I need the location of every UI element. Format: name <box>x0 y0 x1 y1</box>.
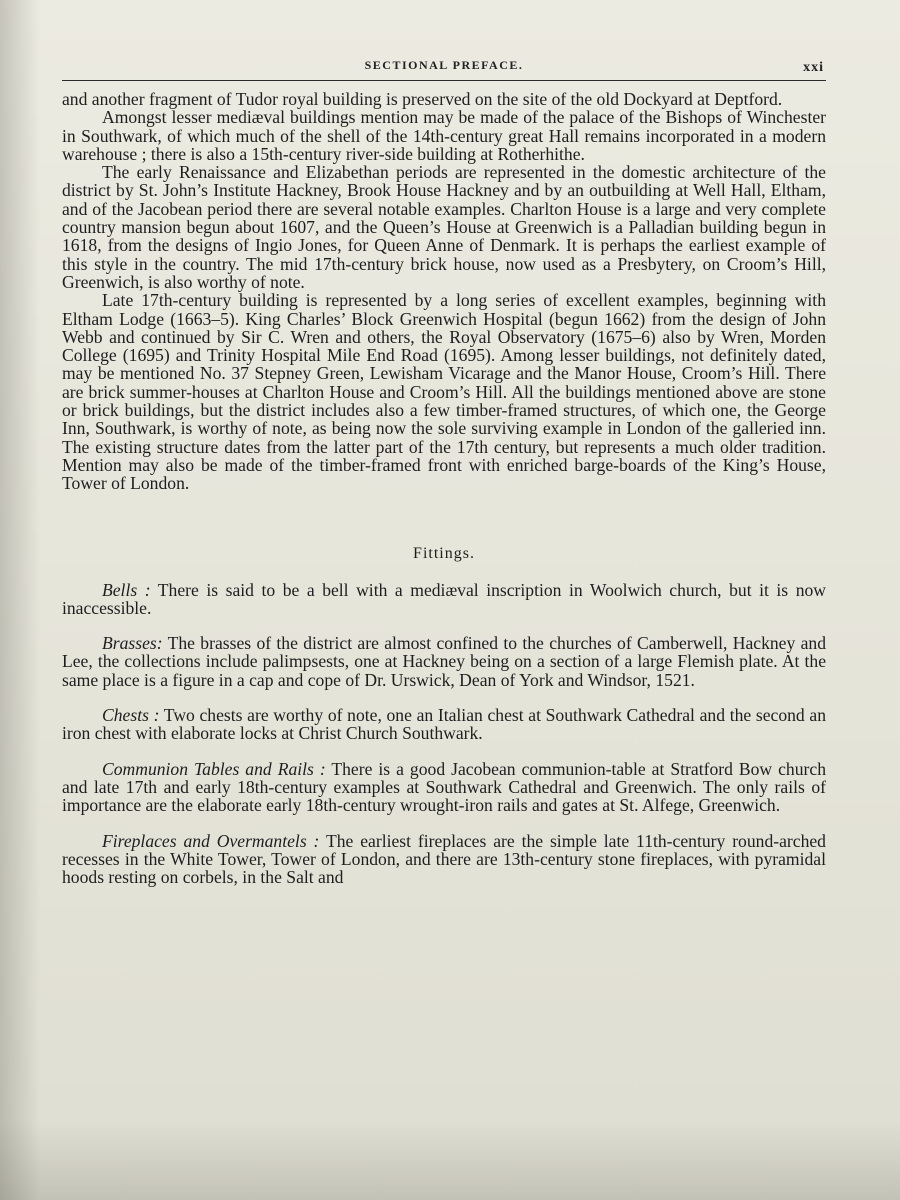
section-heading-fittings: Fittings. <box>413 544 475 562</box>
paragraph-tudor-continuation: and another fragment of Tudor royal building is preserved on the site of the old Dockyard at Deptford. <box>62 89 783 109</box>
section-spacer <box>62 493 826 544</box>
page-header <box>62 54 826 81</box>
entry-communion-tables <box>62 760 826 815</box>
page-shadow-bottom <box>0 1120 900 1200</box>
page-number: xxi <box>803 60 824 75</box>
entry-brasses <box>62 634 826 689</box>
page-shadow-left <box>0 0 40 1200</box>
paragraph-medieval-buildings: Amongst lesser mediæval buildings mention may be made of the palace of the Bishops of Winchester in Southwark, of which much of the shell of the 14th-century great Hall remains incorporated in a modern warehouse ; there is also a 15th-century river-side building at Rotherhithe. <box>62 107 826 164</box>
entry-label: Communion Tables and Rails : <box>102 758 326 779</box>
running-head: SECTIONAL PREFACE. <box>364 58 524 72</box>
entry-label: Fireplaces and Overmantels : <box>102 830 320 851</box>
page-body <box>62 90 826 886</box>
entry-label: Brasses: <box>102 633 163 654</box>
entry-label: Chests : <box>102 705 160 726</box>
paragraph-late-17th-century: Late 17th-century building is represented by a long series of excellent examples, beginning with Eltham Lodge (1663–5). King Charles’ Block Greenwich Hospital (begun 1662) from the design of John Webb and continued by Sir C. Wren and others, the Royal Observatory (1675–6) also by Wren, Morden College (1695) and Trinity Hospital Mile End Road (1695). Among lesser buildings, not definitely dated, may be mentioned No. 37 Stepney Green, Lewisham Vicarage and the Manor House, Croom’s Hill. There are brick summer-houses at Charlton House and Croom’s Hill. All the buildings mentioned above are stone or brick buildings, but the district includes also a few timber-framed structures, of which one, the George Inn, Southwark, is worthy of note, as being now the sole surviving example in London of the galleried inn. The existing structure dates from the latter part of the 17th century, but represents a much older tradition. Mention may also be made of the timber-framed front with enriched barge-boards of the King’s House, Tower of London. <box>62 290 826 494</box>
entry-text: The brasses of the district are almost confined to the churches of Camberwell, Hackney and Lee, the collections include palimpsests, one at Hackney being on a section of a large Flemish plate. At the same place is a figure in a cap and cope of Dr. Urswick, Dean of York and Windsor, 1521. <box>62 633 826 690</box>
entry-bells <box>62 581 826 618</box>
entry-text: The earliest fireplaces are the simple late 11th-century round-arched recesses in the White Tower, Tower of London, and there are 13th-century stone fireplaces, with pyramidal hoods resting on corbels, in the Salt and <box>62 830 826 888</box>
entry-chests <box>62 706 826 743</box>
paragraph-renaissance-jacobean: The early Renaissance and Elizabethan periods are represented in the domestic architecture of the district by St. John’s Institute Hackney, Brook House Hackney and by an outbuilding at Well Hall, Eltham, and of the Jacobean period there are several notable examples. Charlton House is a large and very complete country mansion begun about 1607, and the Queen’s House at Greenwich is a Palladian building begun in 1618, from the designs of Ingio Jones, for Queen Anne of Denmark. It is perhaps the earliest example of this style in the country. The mid 17th-century brick house, now used as a Presbytery, on Croom’s Hill, Greenwich, is also worthy of note. <box>62 162 826 292</box>
entry-text: There is a good Jacobean communion-table at Stratford Bow church and late 17th and early 18th-century examples at Southwark Cathedral and Greenwich. The only rails of importance are the elaborate early 18th-century wrought-iron rails and gates at St. Alfege, Greenwich. <box>62 758 826 816</box>
entry-label: Bells : <box>102 579 151 600</box>
entry-fireplaces <box>62 832 826 887</box>
entry-text: There is said to be a bell with a mediæval inscription in Woolwich church, but it is now inaccessible. <box>62 579 826 618</box>
entry-text: Two chests are worthy of note, one an Italian chest at Southwark Cathedral and the second an iron chest with elaborate locks at Christ Church Southwark. <box>62 705 826 744</box>
